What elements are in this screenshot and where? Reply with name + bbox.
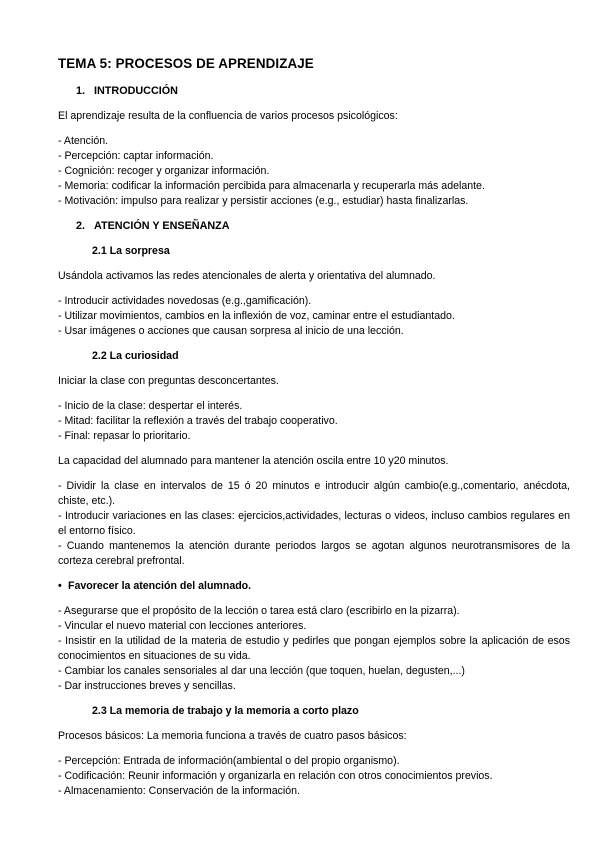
curiosidad-list: [58, 399, 570, 444]
list-item: - Introducir actividades novedosas (e.g.,gamificación).: [58, 295, 312, 307]
bullet-icon: •: [58, 580, 62, 592]
capacity-paragraph: La capacidad del alumnado para mantener la atención oscila entre 10 y20 minutos.: [58, 455, 449, 467]
section-number: 1.: [76, 85, 86, 97]
list-item: - Atención.: [58, 135, 109, 147]
list-item: - Percepción: Entrada de información(ambiental o del propio organismo).: [58, 755, 400, 767]
list-item: - Almacenamiento: Conservación de la información.: [58, 785, 301, 797]
processes-list: [58, 134, 570, 209]
section-heading-text: INTRODUCCIÓN: [94, 85, 178, 97]
document-title: TEMA 5: PROCESOS DE APRENDIZAJE: [58, 56, 314, 71]
list-item: - Dar instrucciones breves y sencillas.: [58, 680, 236, 692]
sorpresa-list: [58, 294, 570, 339]
list-item: - Insistir en la utilidad de la materia de estudio y pedirles que pongan ejemplos sobre la aplicación de esos conocimientos en situaciones de su vida.: [58, 635, 570, 662]
section-heading-introduccion: [76, 84, 570, 99]
memoria-list: [58, 754, 570, 799]
section-heading-text: ATENCIÓN Y ENSEÑANZA: [94, 220, 230, 232]
intro-paragraph: El aprendizaje resulta de la confluencia de varios procesos psicológicos:: [58, 110, 398, 122]
list-item: - Vincular el nuevo material con lecciones anteriores.: [58, 620, 307, 632]
list-item: - Utilizar movimientos, cambios en la inflexión de voz, caminar entre el estudiantado.: [58, 310, 455, 322]
subsection-heading-curiosidad: 2.2 La curiosidad: [92, 350, 179, 362]
favorecer-heading-text: Favorecer la atención del alumnado.: [68, 580, 252, 592]
favorecer-heading: [58, 579, 570, 594]
subsection-heading-memoria: 2.3 La memoria de trabajo y la memoria a corto plazo: [92, 705, 359, 717]
list-item: - Memoria: codificar la información percibida para almacenarla y recuperarla más adelante.: [58, 180, 485, 192]
list-item: - Cognición: recoger y organizar información.: [58, 165, 270, 177]
list-item: - Motivación: impulso para realizar y persistir acciones (e.g., estudiar) hasta finalizarlas.: [58, 195, 469, 207]
list-item: - Mitad: facilitar la reflexión a través del trabajo cooperativo.: [58, 415, 338, 427]
list-item: - Inicio de la clase: despertar el interés.: [58, 400, 243, 412]
list-item: - Cambiar los canales sensoriales al dar una lección (que toquen, huelan, degusten,...): [58, 665, 465, 677]
list-item: - Introducir variaciones en las clases: ejercicios,actividades, lecturas o videos, incluso cambios regulares en el entorno físico.: [58, 510, 570, 537]
sorpresa-paragraph: Usándola activamos las redes atencionales de alerta y orientativa del alumnado.: [58, 270, 436, 282]
list-item: - Codificación: Reunir información y organizarla en relación con otros conocimientos previos.: [58, 770, 493, 782]
list-item: - Cuando mantenemos la atención durante periodos largos se agotan algunos neurotransmisores de la corteza cerebral prefrontal.: [58, 540, 570, 567]
list-item: - Percepción: captar información.: [58, 150, 214, 162]
subsection-heading-sorpresa: 2.1 La sorpresa: [92, 245, 170, 257]
memoria-paragraph: Procesos básicos: La memoria funciona a través de cuatro pasos básicos:: [58, 730, 407, 742]
section-heading-atencion: [76, 219, 570, 234]
list-item: - Final: repasar lo prioritario.: [58, 430, 191, 442]
tips-list: [58, 479, 570, 569]
list-item: - Usar imágenes o acciones que causan sorpresa al inicio de una lección.: [58, 325, 404, 337]
list-item: - Asegurarse que el propósito de la lección o tarea está claro (escribirlo en la pizarra).: [58, 605, 460, 617]
favorecer-list: [58, 604, 570, 694]
section-number: 2.: [76, 220, 86, 232]
curiosidad-paragraph: Iniciar la clase con preguntas desconcertantes.: [58, 375, 279, 387]
list-item: - Dividir la clase en intervalos de 15 ó 20 minutos e introducir algún cambio(e.g.,comentario, anécdota, chiste, etc.).: [58, 480, 570, 507]
